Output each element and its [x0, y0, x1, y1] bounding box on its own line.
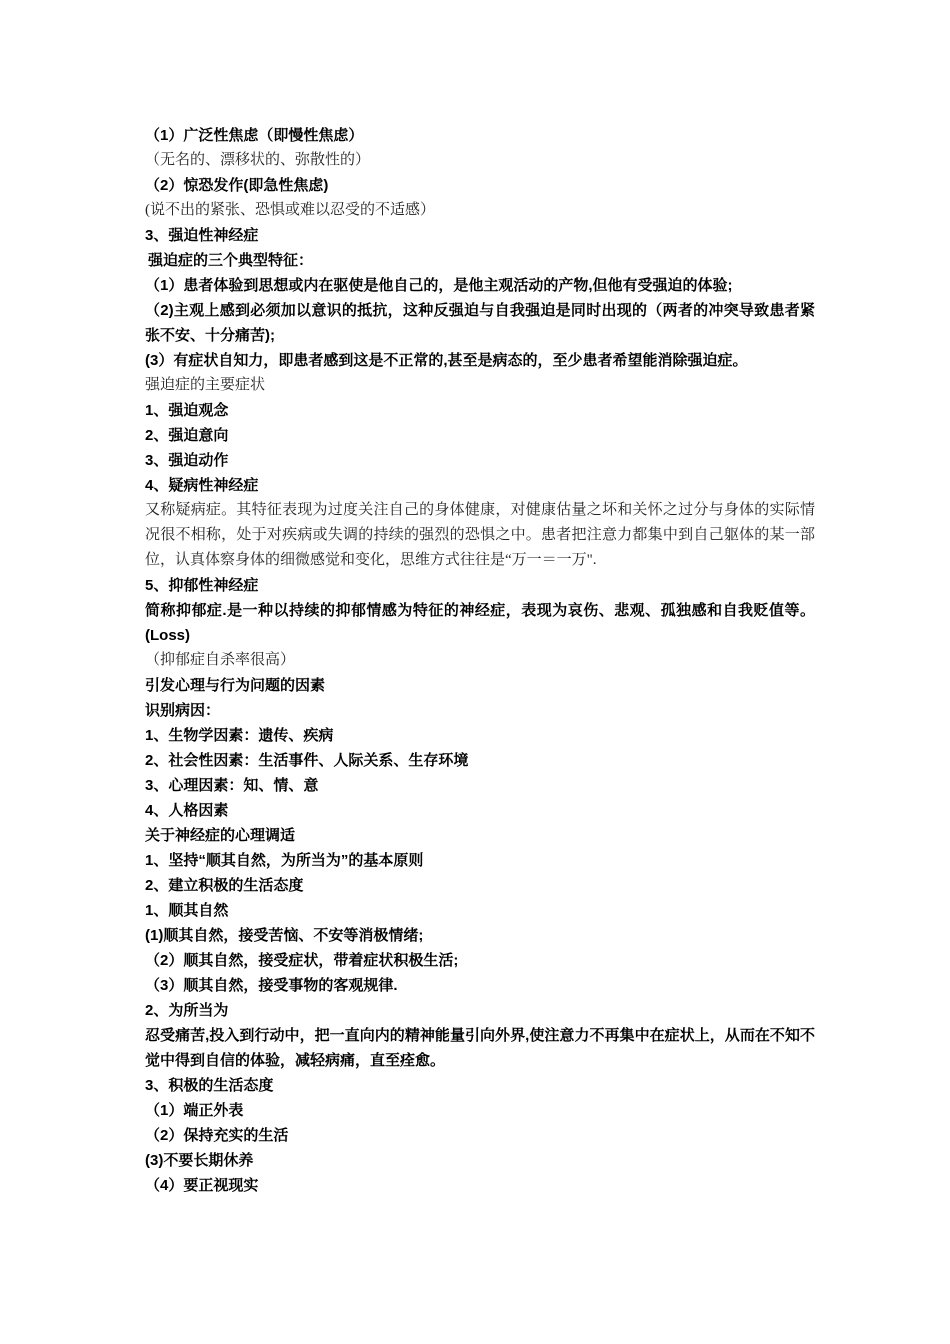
heading-adjustment: 关于神经症的心理调适 [145, 827, 296, 844]
heading-obsessive-neurosis: 3、强迫性神经症 [145, 227, 259, 244]
attitude-item-2: （2）保持充实的生活 [145, 1127, 289, 1144]
depression-paragraph: 简称抑郁症.是一种以持续的抑郁情感为特征的神经症，表现为哀伤、悲观、孤独感和自我贬值等。(Loss) [145, 602, 815, 644]
cause-biological: 1、生物学因素：遗传、疾病 [145, 727, 334, 744]
cause-social: 2、社会性因素：生活事件、人际关系、生存环境 [145, 752, 469, 769]
note-generalized-anxiety: （无名的、漂移状的、弥散性的） [145, 152, 371, 168]
heading-hypochondria: 4、疑病性神经症 [145, 477, 259, 494]
heading-generalized-anxiety: （1）广泛性焦虑（即慢性焦虑） [145, 127, 364, 144]
follow-nature-item-2: （2）顺其自然，接受症状，带着症状积极生活; [145, 952, 459, 969]
cause-personality: 4、人格因素 [145, 802, 229, 819]
follow-nature-item-1: (1)顺其自然，接受苦恼、不安等消极情绪; [145, 927, 424, 944]
hypochondria-paragraph: 又称疑病症。其特征表现为过度关注自己的身体健康，对健康估量之坏和关怀之过分与身体的实际情况很不相称，处于对疾病或失调的持续的强烈的恐惧之中。患者把注意力都集中到自己躯体的某一部位，认真体察身体的细微感觉和变化，思维方式往往是“万一＝一万". [145, 502, 815, 568]
attitude-item-1: （1）端正外表 [145, 1102, 244, 1119]
note-panic-attack: (说不出的紧张、恐惧或难以忍受的不适感） [145, 202, 435, 218]
ocd-symptom-1: 1、强迫观念 [145, 402, 229, 419]
attitude-item-4: （4）要正视现实 [145, 1177, 259, 1194]
depression-note: （抑郁症自杀率很高） [145, 652, 296, 668]
ocd-feature-1: （1）患者体验到思想或内在驱使是他自己的，是他主观活动的产物,但他有受强迫的体验; [145, 277, 733, 294]
ocd-symptom-2: 2、强迫意向 [145, 427, 229, 444]
heading-panic-attack: （2）惊恐发作(即急性焦虑) [145, 177, 329, 194]
cause-psychological: 3、心理因素：知、情、意 [145, 777, 319, 794]
ocd-feature-2: （2)主观上感到必须加以意识的抵抗，这种反强迫与自我强迫是同时出现的（两者的冲突导致患者紧张不安、十分痛苦); [145, 302, 815, 344]
ocd-symptom-3: 3、强迫动作 [145, 452, 229, 469]
heading-positive-attitude: 3、积极的生活态度 [145, 1077, 274, 1094]
follow-nature-item-3: （3）顺其自然，接受事物的客观规律. [145, 977, 398, 994]
ocd-feature-3: (3）有症状自知力，即患者感到这是不正常的,甚至是病态的，至少患者希望能消除强迫症。 [145, 352, 748, 369]
attitude-item-3: (3)不要长期休养 [145, 1152, 254, 1169]
heading-do-what-should: 2、为所当为 [145, 1002, 229, 1019]
do-what-should-paragraph: 忍受痛苦,投入到行动中，把一直向内的精神能量引向外界,使注意力不再集中在症状上，从而在不知不觉中得到自信的体验，减轻病痛，直至痊愈。 [145, 1027, 815, 1069]
identify-causes-label: 识别病因： [145, 702, 221, 719]
heading-causal-factors: 引发心理与行为问题的因素 [145, 677, 326, 694]
adjustment-principle-1: 1、坚持“顺其自然，为所当为”的基本原则 [145, 852, 424, 869]
heading-follow-nature: 1、顺其自然 [145, 902, 229, 919]
ocd-symptoms-title: 强迫症的主要症状 [145, 377, 266, 393]
ocd-features-title: 强迫症的三个典型特征： [148, 252, 314, 269]
document-body [145, 123, 815, 1198]
adjustment-principle-2: 2、建立积极的生活态度 [145, 877, 304, 894]
heading-depressive-neurosis: 5、抑郁性神经症 [145, 577, 259, 594]
